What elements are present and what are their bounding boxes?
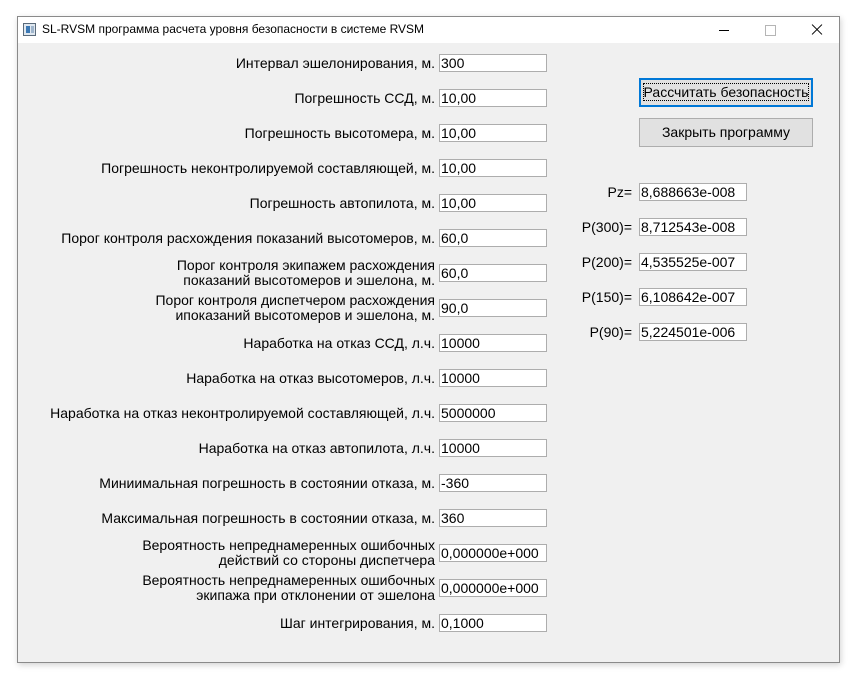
close-program-button[interactable]: Закрыть программу (639, 118, 813, 147)
param-label-crew-threshold-line1: Порог контроля экипажем расхождения (176, 257, 435, 273)
dispatcher-threshold-field[interactable]: 90,0 (439, 299, 547, 317)
param-label-asd-error: Погрешность ССД, м. (294, 90, 435, 106)
param-label-asd-mtbf: Наработка на отказ ССД, л.ч. (243, 335, 435, 351)
crew-threshold-field[interactable]: 60,0 (439, 264, 547, 282)
max-failure-error-field[interactable]: 360 (439, 509, 547, 527)
param-label-uncontrolled-mtbf: Наработка на отказ неконтролируемой составляющей, л.ч. (50, 405, 435, 421)
separation-interval-field[interactable]: 300 (439, 54, 547, 72)
param-label-altimeter-error: Погрешность высотомера, м. (244, 125, 435, 141)
param-label-autopilot-mtbf: Наработка на отказ автопилота, л.ч. (198, 440, 435, 456)
result-p200-field[interactable]: 4,535525e-007 (639, 253, 747, 271)
altimeter-discrepancy-threshold-field[interactable]: 60,0 (439, 229, 547, 247)
param-label-max-failure-error: Максимальная погрешность в состоянии отказа, м. (101, 510, 435, 526)
param-label-crew-threshold-line2: показаний высотомеров и эшелона, м. (183, 272, 435, 288)
uncontrolled-error-field[interactable]: 10,00 (439, 159, 547, 177)
param-label-dispatcher-error-prob-line1: Вероятность непреднамеренных ошибочных (142, 537, 435, 553)
maximize-icon (747, 17, 793, 43)
window-title: SL-RVSM программа расчета уровня безопасности в системе RVSM (42, 22, 425, 36)
param-label-dispatcher-threshold-line2: ипоказаний высотомеров и эшелона, м. (175, 307, 435, 323)
altimeter-mtbf-field[interactable]: 10000 (439, 369, 547, 387)
param-label-crew-error-prob-line2: экипажа при отклонении от эшелона (196, 587, 435, 603)
param-label-min-failure-error: Миниимальная погрешность в состоянии отказа, м. (99, 475, 435, 491)
param-label-integration-step: Шаг интегрирования, м. (280, 615, 435, 631)
result-label-p90: P(90)= (589, 324, 632, 340)
param-label-crew-error-prob-line1: Вероятность непреднамеренных ошибочных (142, 572, 435, 588)
result-label-pz: Pz= (607, 184, 632, 200)
autopilot-error-field[interactable]: 10,00 (439, 194, 547, 212)
result-label-p300: P(300)= (581, 219, 632, 235)
uncontrolled-mtbf-field[interactable]: 5000000 (439, 404, 547, 422)
result-p300-field[interactable]: 8,712543e-008 (639, 218, 747, 236)
close-icon[interactable] (793, 17, 839, 43)
param-label-autopilot-error: Погрешность автопилота, м. (249, 195, 435, 211)
crew-error-prob-field[interactable]: 0,000000e+000 (439, 579, 547, 597)
param-label-separation-interval: Интервал эшелонирования, м. (235, 55, 435, 71)
param-label-altimeter-mtbf: Наработка на отказ высотомеров, л.ч. (186, 370, 435, 386)
result-pz-field[interactable]: 8,688663e-008 (639, 183, 747, 201)
asd-mtbf-field[interactable]: 10000 (439, 334, 547, 352)
min-failure-error-field[interactable]: -360 (439, 474, 547, 492)
app-icon[interactable] (23, 23, 36, 36)
param-label-dispatcher-error-prob-line2: действий со стороны диспетчера (218, 552, 435, 568)
calculate-safety-button[interactable] (639, 78, 813, 107)
dispatcher-error-prob-field[interactable]: 0,000000e+000 (439, 544, 547, 562)
asd-error-field[interactable]: 10,00 (439, 89, 547, 107)
result-p150-field[interactable]: 6,108642e-007 (639, 288, 747, 306)
main-window (17, 16, 840, 663)
calculate-safety-button-label: Рассчитать безопасность (643, 84, 809, 100)
title-bar[interactable] (18, 17, 839, 43)
autopilot-mtbf-field[interactable]: 10000 (439, 439, 547, 457)
result-label-p150: P(150)= (581, 289, 632, 305)
integration-step-field[interactable]: 0,1000 (439, 614, 547, 632)
param-label-altimeter-discrepancy-threshold: Порог контроля расхождения показаний высотомеров, м. (61, 230, 435, 246)
param-label-uncontrolled-error: Погрешность неконтролируемой составляющей, м. (101, 160, 435, 176)
altimeter-error-field[interactable]: 10,00 (439, 124, 547, 142)
result-p90-field[interactable]: 5,224501e-006 (639, 323, 747, 341)
result-label-p200: P(200)= (581, 254, 632, 270)
param-label-dispatcher-threshold-line1: Порог контроля диспетчером расхождения (155, 292, 435, 308)
minimize-icon[interactable] (701, 17, 747, 43)
